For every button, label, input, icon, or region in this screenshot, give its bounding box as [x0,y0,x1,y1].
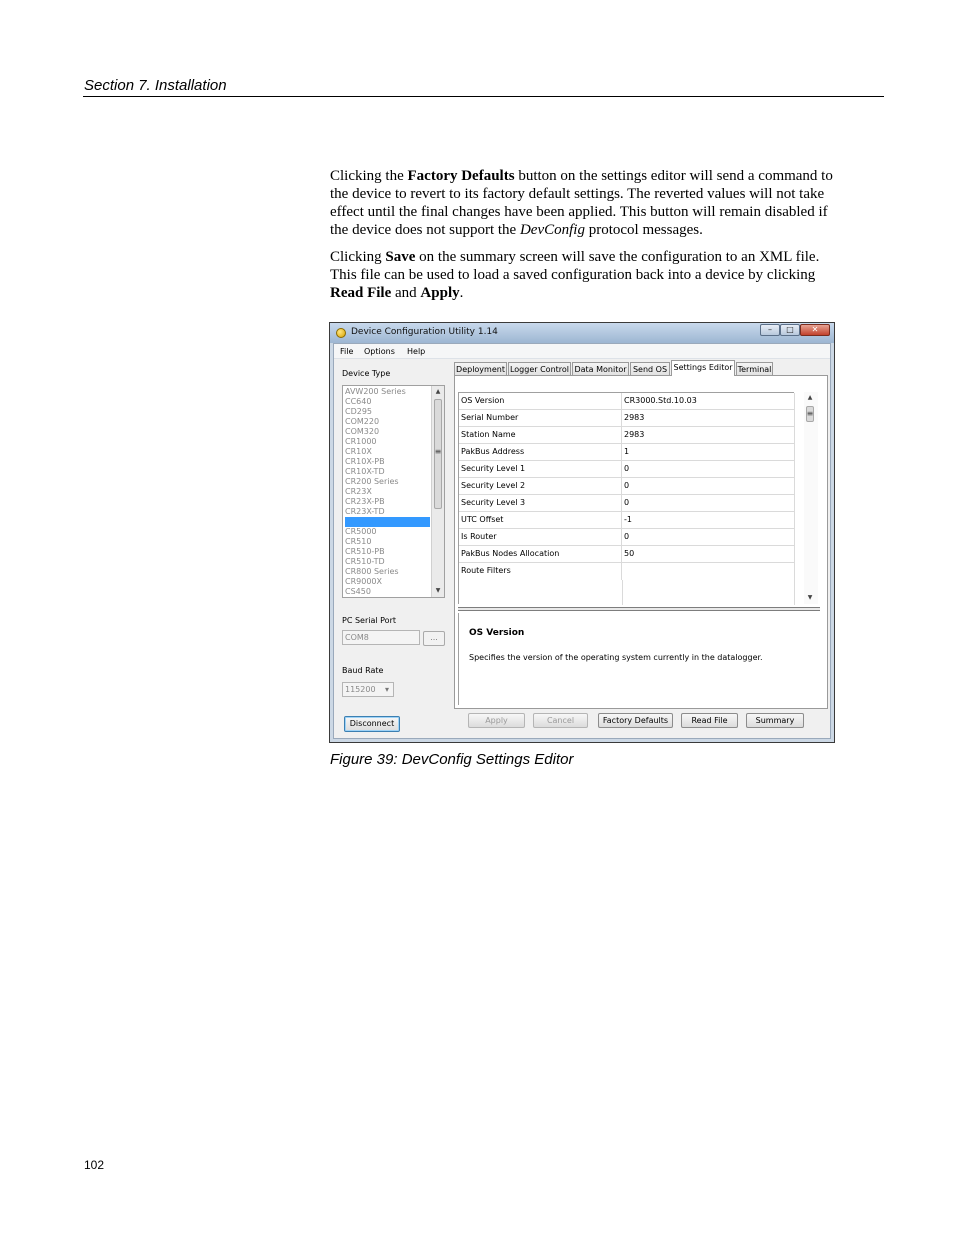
table-row[interactable] [459,393,795,410]
tab-settings-editor[interactable]: Settings Editor [671,360,735,376]
menu-bar [334,344,830,359]
setting-name: Route Filters [459,563,622,580]
settings-editor-panel [454,375,828,709]
chevron-down-icon: ▾ [384,685,389,694]
setting-value[interactable] [622,563,795,580]
disconnect-button[interactable]: Disconnect [344,716,400,732]
table-row[interactable] [459,546,795,563]
baud-rate-value: 115200 [345,685,376,694]
table-row[interactable] [459,410,795,427]
scroll-down-icon[interactable]: ▼ [807,594,813,601]
scroll-down-icon[interactable]: ▼ [435,587,441,594]
menu-help[interactable]: Help [407,347,426,356]
factory-defaults-button[interactable]: Factory Defaults [598,713,673,728]
running-head: Section 7. Installation [84,77,227,94]
devconfig-window [329,322,835,743]
figure-caption: Figure 39: DevConfig Settings Editor [330,751,574,768]
scroll-grip-icon: ≡ [806,409,814,418]
tab-logger-control[interactable]: Logger Control [508,362,571,376]
tab-terminal[interactable]: Terminal [736,362,773,376]
splitter-handle[interactable] [458,607,820,611]
text: button on the settings editor will send a command to the device to revert to its factory default settings. The reverted values will not take effect until the final changes have been applied. This button will remain disabled if the device does not support the [330,168,833,238]
device-list-item[interactable]: CR800 Series [345,567,399,576]
setting-value[interactable]: 2983 [622,427,795,444]
pc-serial-port-field[interactable]: COM8 [342,630,420,645]
device-list-item[interactable]: CR510-PB [345,547,385,556]
settings-grid-scrollbar[interactable] [804,392,818,604]
tab-send-os[interactable]: Send OS [630,362,670,376]
setting-name: Security Level 3 [459,495,622,512]
scroll-up-icon[interactable]: ▲ [435,388,441,395]
text: and [391,285,421,301]
setting-name: UTC Offset [459,512,622,529]
table-row[interactable] [459,563,795,580]
device-list-item[interactable]: CR200 Series [345,477,399,486]
bold-term: Save [385,249,416,265]
text: protocol messages. [584,222,703,238]
device-list-item[interactable]: CR23X-PB [345,497,385,506]
setting-name: Is Router [459,529,622,546]
setting-value[interactable]: 1 [622,444,795,461]
setting-value[interactable]: 0 [622,495,795,512]
setting-value[interactable]: 0 [622,478,795,495]
description-title: OS Version [469,628,525,638]
setting-value[interactable]: 0 [622,461,795,478]
setting-name: OS Version [459,393,622,410]
minimize-icon[interactable]: – [760,324,780,336]
device-list-item[interactable]: CR3000 [345,517,430,527]
setting-name: Serial Number [459,410,622,427]
setting-name: Station Name [459,427,622,444]
bold-term: Factory Defaults [407,168,515,184]
header-rule [83,96,884,97]
text: . [459,285,464,301]
maximize-icon[interactable]: □ [780,324,800,336]
table-row[interactable] [459,427,795,444]
pc-serial-port-label: PC Serial Port [342,616,396,625]
device-list-item[interactable]: CR1000 [345,437,377,446]
device-list-item[interactable]: CR5000 [345,527,377,536]
page-number: 102 [84,1158,105,1172]
setting-value[interactable]: 2983 [622,410,795,427]
device-list-item[interactable]: CR10X-PB [345,457,385,466]
description-pane [458,613,820,705]
setting-value[interactable]: -1 [622,512,795,529]
device-list-item[interactable]: CR23X [345,487,372,496]
browse-port-button[interactable]: ... [423,631,445,646]
window-client [333,343,831,739]
grid-line [622,580,623,605]
table-row[interactable] [459,495,795,512]
menu-options[interactable]: Options [364,347,395,356]
setting-value[interactable]: CR3000.Std.10.03 [622,393,795,410]
window-title: Device Configuration Utility 1.14 [351,327,498,337]
text: Clicking the [330,168,408,184]
device-list-item[interactable]: CC640 [345,397,372,406]
device-list-item[interactable]: CR510-TD [345,557,385,566]
summary-button[interactable]: Summary [746,713,804,728]
table-row[interactable] [459,461,795,478]
baud-rate-label: Baud Rate [342,666,384,675]
bold-term: Apply [420,285,460,301]
tab-deployment[interactable]: Deployment [454,362,507,376]
text: Clicking [330,249,386,265]
title-bar[interactable] [330,323,834,343]
device-list-item[interactable]: CR23X-TD [345,507,385,516]
device-list-scrollbar[interactable] [431,386,444,597]
setting-value[interactable]: 50 [622,546,795,563]
cancel-button[interactable]: Cancel [533,713,588,728]
device-list-item[interactable]: CR10X-TD [345,467,385,476]
device-list-item[interactable]: CR10X [345,447,372,456]
scroll-up-icon[interactable]: ▲ [807,394,813,401]
app-icon [336,328,346,338]
grid-line [794,580,795,605]
table-row[interactable] [459,529,795,546]
tab-strip [454,360,826,376]
device-type-list[interactable] [342,385,445,598]
apply-button[interactable]: Apply [468,713,525,728]
bold-term: Read File [330,285,392,301]
table-row[interactable] [459,444,795,461]
baud-rate-select[interactable] [342,682,394,697]
table-row[interactable] [459,478,795,495]
paragraph-factory-defaults [330,167,842,239]
setting-name: Security Level 2 [459,478,622,495]
description-text: Specifies the version of the operating system currently in the datalogger. [469,653,763,662]
text: on the summary screen will save the configuration to an XML file. This file can be used to load a saved configuration back into a device by clicking [330,249,820,283]
device-list-item[interactable]: CS450 [345,587,371,596]
device-list-item[interactable]: CR9000X [345,577,382,586]
table-row[interactable] [459,512,795,529]
device-list-item[interactable]: AVW200 Series [345,387,406,396]
setting-name: Security Level 1 [459,461,622,478]
setting-name: PakBus Nodes Allocation [459,546,622,563]
read-file-button[interactable]: Read File [681,713,738,728]
device-type-label: Device Type [342,369,391,378]
device-list-item[interactable]: CD295 [345,407,373,416]
setting-name: PakBus Address [459,444,622,461]
settings-grid [458,392,794,604]
device-list-item[interactable]: CR510 [345,537,372,546]
device-list-item[interactable]: COM320 [345,427,380,436]
menu-file[interactable]: File [340,347,354,356]
tab-data-monitor[interactable]: Data Monitor [572,362,629,376]
scroll-grip-icon: ≡ [434,447,442,456]
device-list-item[interactable]: COM220 [345,417,380,426]
italic-term: DevConfig [519,222,585,238]
setting-value[interactable]: 0 [622,529,795,546]
close-icon[interactable]: ✕ [800,324,830,336]
paragraph-save [330,248,842,302]
